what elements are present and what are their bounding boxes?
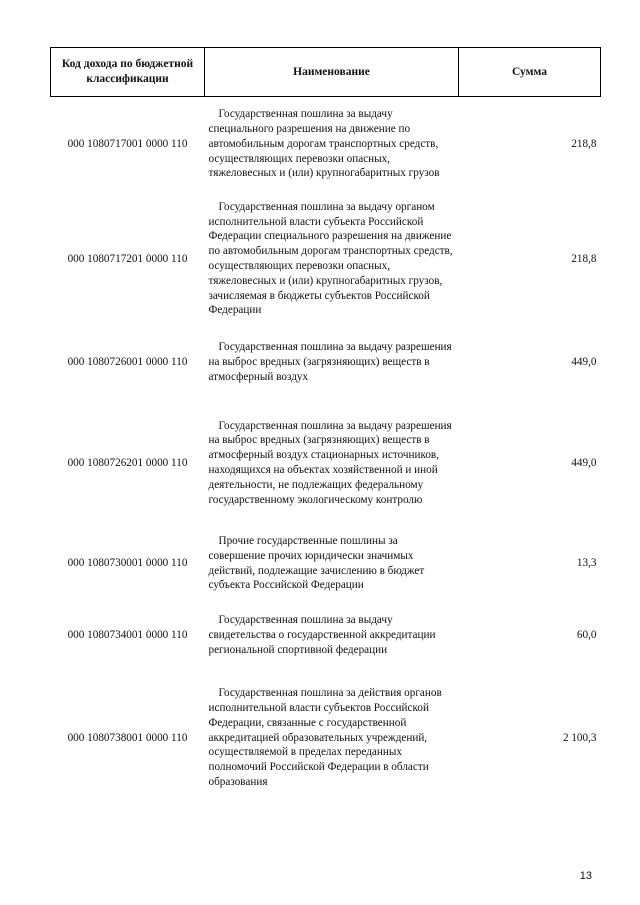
row-sum: 60,0 xyxy=(576,629,597,642)
table-row xyxy=(51,399,601,528)
header-sum: Сумма xyxy=(459,48,601,97)
row-code: 000 1080726001 0000 110 xyxy=(67,356,188,369)
header-code: Код дохода по бюджетной классификации xyxy=(51,48,205,97)
row-code: 000 1080738001 0000 110 xyxy=(67,731,188,744)
table-row xyxy=(51,600,601,672)
row-name: Государственная пошлина за выдачу органом исполнительной власти субъекта Российской Федерации специального разрешения на движение по автомобильным дорогам транспортных средств, осуществляющих перевозки опасных, тяжеловесных и (или) крупногабаритных грузов, зачисляемая в бюджеты субъектов Российской Федерации xyxy=(208,200,453,317)
row-name: Государственная пошлина за действия органов исполнительной власти субъектов Российской Федерации, связанные с государственной аккредитацией образовательных учреждений, осуществляемой в пределах переданных полномочий Российской Федерации в области образования xyxy=(208,687,442,788)
table-row xyxy=(51,528,601,600)
row-sum: 218,8 xyxy=(571,252,597,265)
row-code: 000 1080726201 0000 110 xyxy=(67,456,188,469)
row-name: Государственная пошлина за выдачу специального разрешения на движение по автомобильным дорогам транспортных средств, осуществляющих перевозки опасных, тяжеловесных и (или) крупногабаритных грузов xyxy=(208,108,440,180)
row-name: Государственная пошлина за выдачу разрешения на выброс вредных (загрязняющих) веществ в атмосферный воздух xyxy=(208,341,452,383)
row-code: 000 1080717201 0000 110 xyxy=(67,252,188,265)
page-number: 13 xyxy=(579,870,592,882)
table-row xyxy=(51,192,601,327)
row-sum: 13,3 xyxy=(576,557,597,570)
row-sum: 449,0 xyxy=(571,356,597,369)
table-row xyxy=(51,97,601,192)
row-name: Прочие государственные пошлины за совершение прочих юридически значимых действий, подлежащие зачислению в бюджет субъекта Российской Федерации xyxy=(208,534,425,592)
table-header-row xyxy=(51,48,601,97)
row-code: 000 1080717001 0000 110 xyxy=(67,137,188,150)
row-sum: 218,8 xyxy=(571,137,597,150)
table-row xyxy=(51,672,601,805)
budget-table xyxy=(50,47,601,805)
row-sum: 449,0 xyxy=(571,456,597,469)
header-name: Наименование xyxy=(205,48,459,97)
row-code: 000 1080730001 0000 110 xyxy=(67,557,188,570)
table-row xyxy=(51,327,601,399)
row-name: Государственная пошлина за выдачу разрешения на выброс вредных (загрязняющих) веществ в атмосферный воздух стационарных источников, находящихся на объектах хозяйственной и иной деятельности, не подлежащих федеральному государственному экологическому контролю xyxy=(208,419,452,506)
row-sum: 2 100,3 xyxy=(562,731,597,744)
row-code: 000 1080734001 0000 110 xyxy=(67,629,188,642)
row-name: Государственная пошлина за выдачу свидетельства о государственной аккредитации региональной спортивной федерации xyxy=(208,614,436,656)
